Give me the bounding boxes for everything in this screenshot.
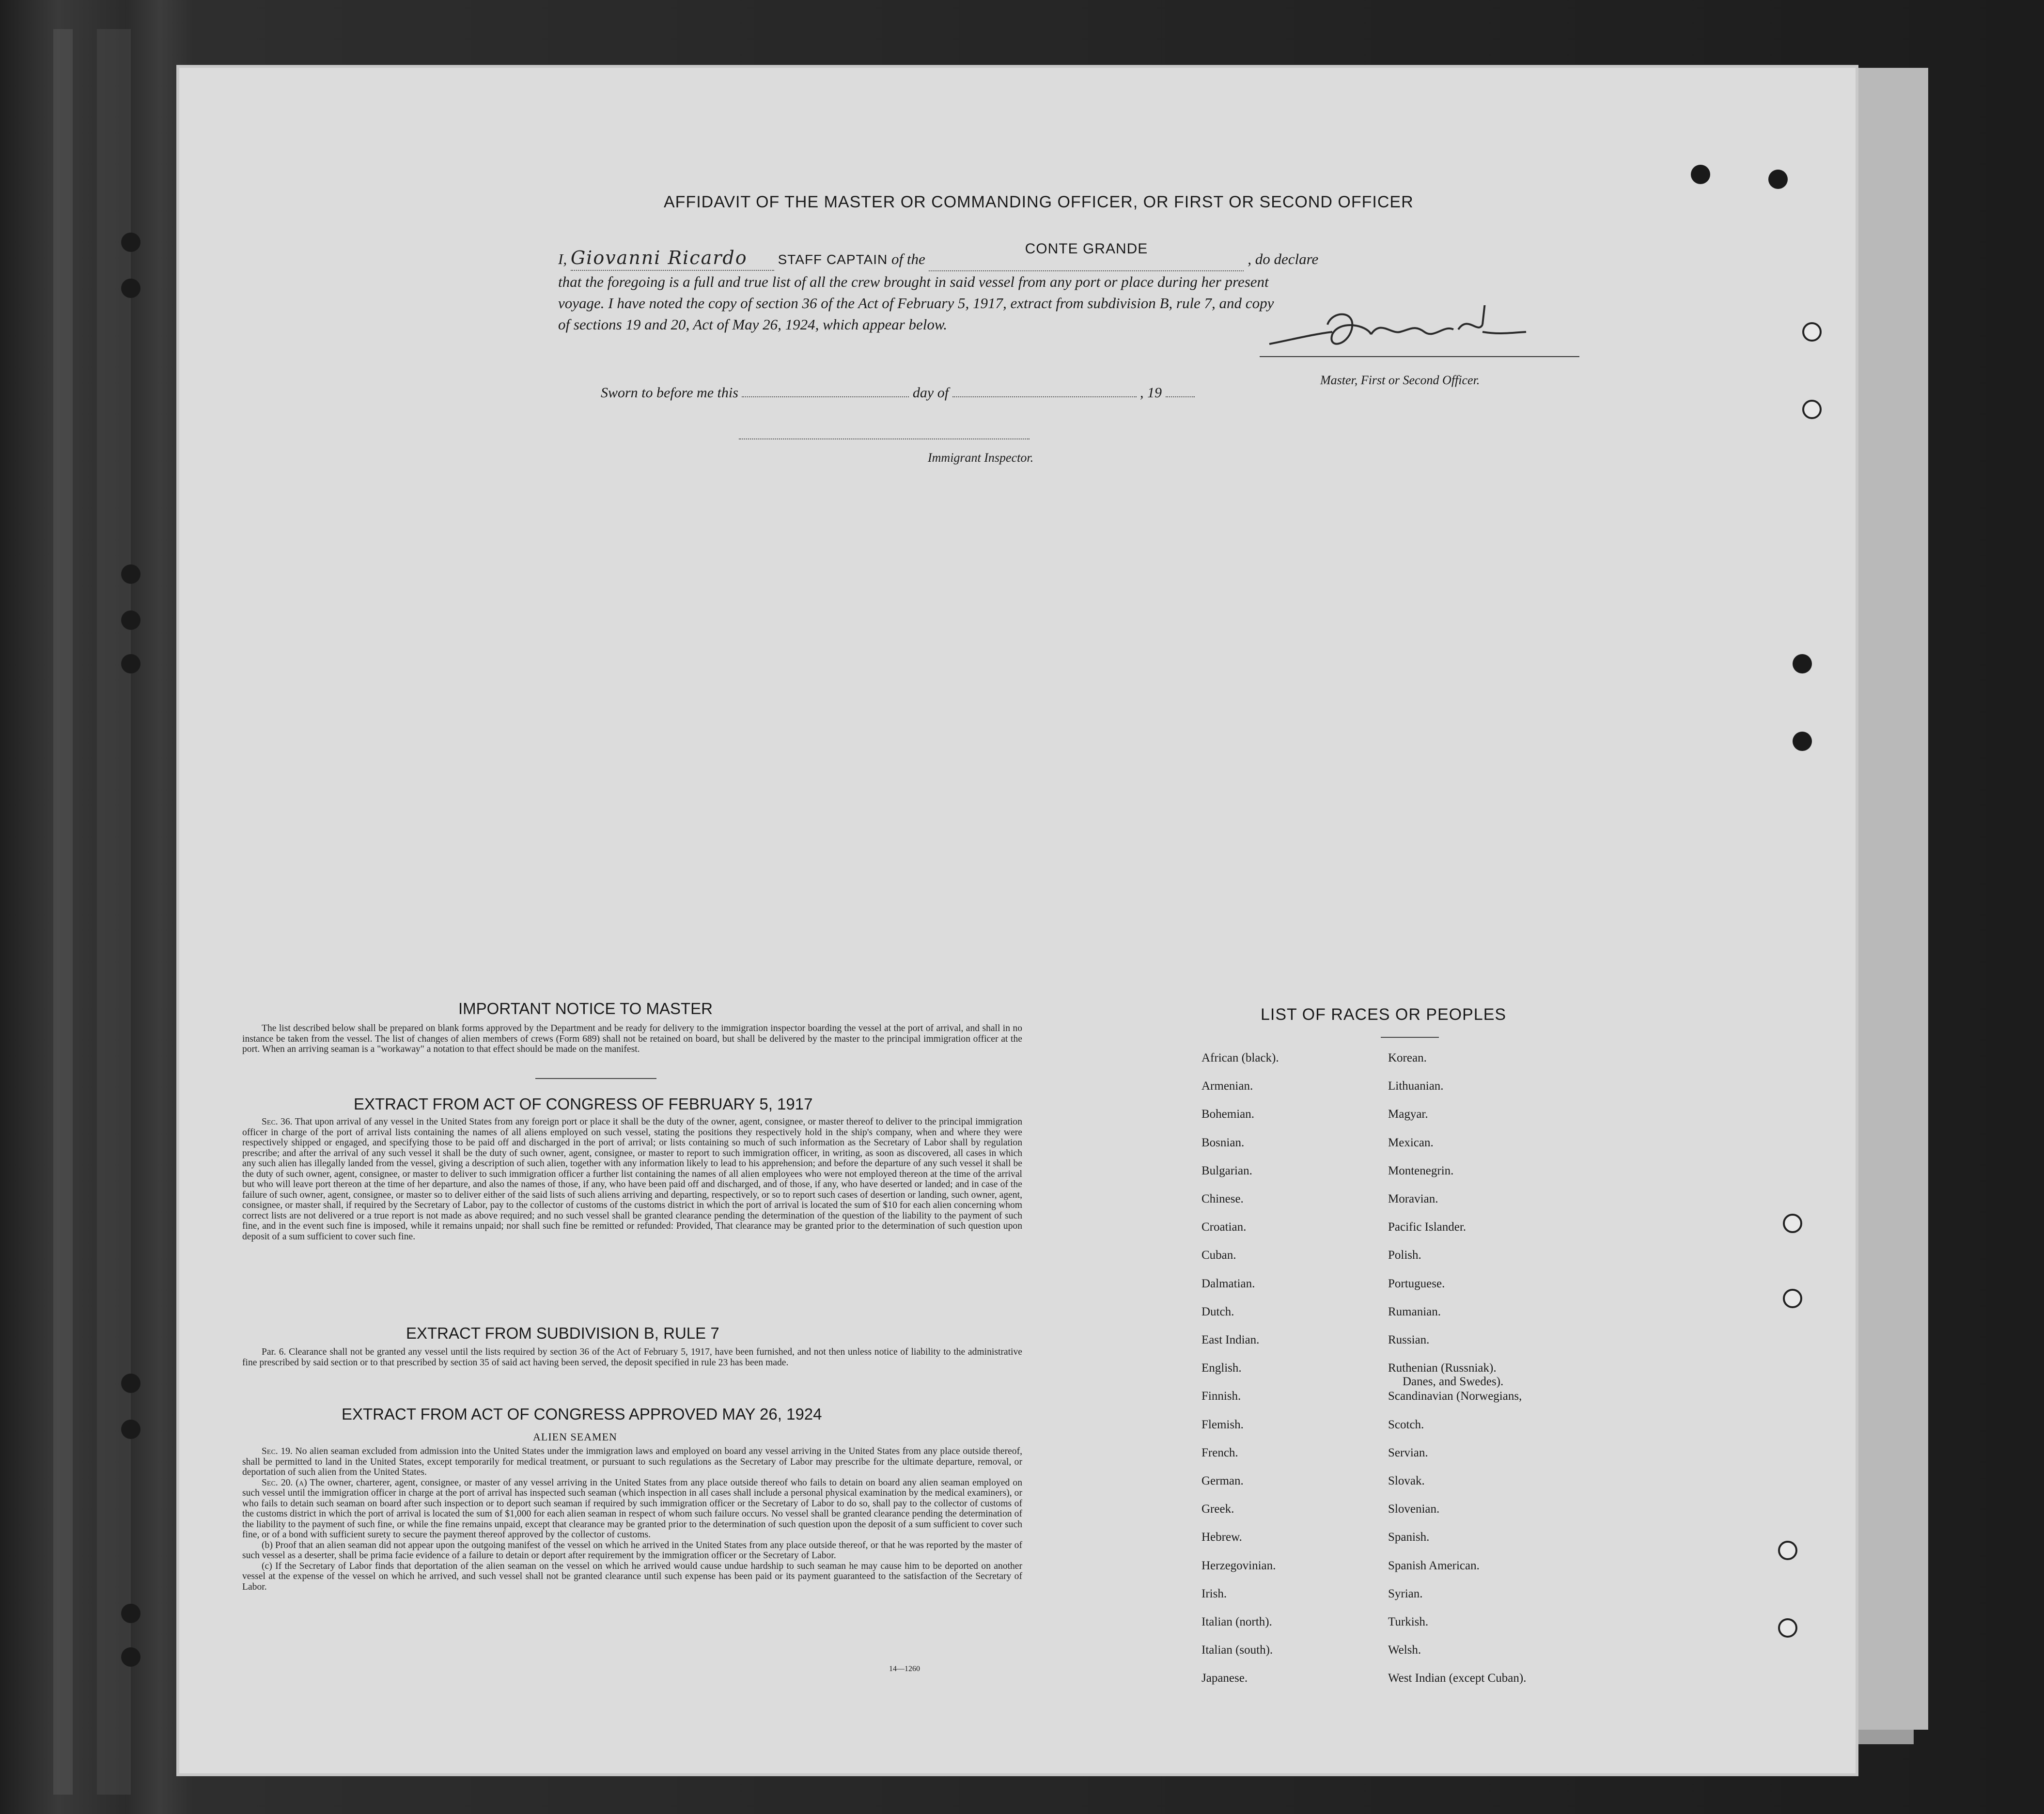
sec36-label: Sec. 36. — [262, 1117, 293, 1127]
binding-strip — [53, 29, 73, 1795]
punched-hole — [1802, 322, 1822, 342]
races-title: LIST OF RACES OR PEOPLES — [1261, 1005, 1507, 1024]
punched-hole — [1778, 1618, 1797, 1638]
declarant-name-field — [571, 247, 774, 271]
race-item: Magyar. — [1388, 1108, 1428, 1121]
race-item: Bohemian. — [1201, 1108, 1255, 1121]
affidavit-sheet — [179, 68, 1856, 1773]
extract2-paragraph: Par. 6. Clearance shall not be granted any vessel until the lists required by section 36 of the Act of February 5, 1917, have been furnished, and not then unless notice of liability to the administrative fine prescribed by said section or to that prescribed by section 35 of said act having been served, the deposit specified in rule 23 has been made. — [242, 1347, 1022, 1368]
race-item: Moravian. — [1388, 1192, 1438, 1205]
extract2-section — [242, 1347, 1022, 1368]
race-item: Slovak. — [1388, 1474, 1425, 1487]
race-item: West Indian (except Cuban). — [1388, 1672, 1527, 1685]
race-item: Syrian. — [1388, 1587, 1423, 1600]
declarant-prefix: I, — [558, 250, 567, 267]
sec20-paragraph — [242, 1478, 1022, 1540]
divider — [1381, 1037, 1439, 1038]
race-item: Welsh. — [1388, 1643, 1421, 1657]
race-item: Armenian. — [1201, 1079, 1253, 1093]
race-item: Scandinavian (Norwegians, — [1388, 1390, 1522, 1403]
race-item: Ruthenian (Russniak). — [1388, 1361, 1497, 1375]
race-item: Lithuanian. — [1388, 1079, 1444, 1093]
extract1-section — [242, 1117, 1022, 1242]
sworn-day-field — [742, 384, 909, 397]
binder-hole — [121, 1420, 140, 1439]
race-item: Korean. — [1388, 1051, 1427, 1064]
race-item: French. — [1201, 1446, 1238, 1459]
race-item: Portuguese. — [1388, 1277, 1445, 1290]
race-item: Greek. — [1201, 1502, 1234, 1516]
race-item: Polish. — [1388, 1249, 1421, 1262]
race-item: Mexican. — [1388, 1136, 1434, 1149]
race-item: Pacific Islander. — [1388, 1220, 1467, 1234]
race-item: Italian (north). — [1201, 1615, 1272, 1628]
sec36-text: That upon arrival of any vessel in the United States from any foreign port or place it shall be the duty of the owner, agent, consignee, or master thereof to deliver to the principal immigration officer in charge of the port of arrival lists containing the names of all aliens employed on such vessel, stating the positions they respectively hold in the ship's company, when and where they were respectively shipped or engaged, and specifying those to be paid off and discharged in the port of arrival; or lists containing so much of such information as the Secretary of Labor shall by regulation prescribe; and after the arrival of any such vessel it shall be the duty of such owner, agent, consignee, or master to report to such immigration officer, in writing, as soon as discovered, all cases in which any such alien has illegally landed from the vessel, giving a description of such alien, together with any information likely to lead to his apprehension; and before the departure of any such vessel it shall be the duty of such owner, agent, consignee, or master to deliver to such immigration officer a further list containing the names of all alien employees who were not employed thereon at the time of the arrival but who will leave port thereon at the time of her departure, and also the names of those, if any, who have been paid off and discharged, and of those, if any, who have deserted or landed; and in case of the failure of such owner, agent, consignee, or master so to deliver either of the said lists of such aliens arriving and departing, respectively, or so to report such cases of desertion or landing, such owner, agent, consignee, or master shall, if required by the Secretary of Labor, pay to the collector of customs of the customs district in which the port of arrival is located the sum of $10 for each alien concerning whom correct lists are not delivered or a true report is not made as above required; and no such vessel shall be granted clearance pending the determination of the question of the liability to the payment of such fine, and in the event such fine is imposed, while it remains unpaid; nor shall such fine be remitted or refunded: Provided, That clearance may be granted prior to the determination of such question upon deposit of a sum sufficient to cover such fine. — [242, 1117, 1022, 1242]
binder-hole — [1793, 654, 1812, 673]
race-item: German. — [1201, 1474, 1244, 1487]
sec20c-paragraph: (c) If the Secretary of Labor finds that deportation of the alien seaman on the vessel on which he arrived would cause undue hardship to such seaman he may cause him to be deported on another vessel at the expense of the vessel on which he arrived, and such vessel shall not be granted clearance until such expense has been paid or its payment guaranteed to the satisfaction of the Secretary of Labor. — [242, 1561, 1022, 1592]
race-item: Hebrew. — [1201, 1531, 1242, 1544]
binder-hole — [121, 564, 140, 584]
race-item: Servian. — [1388, 1446, 1428, 1459]
race-item: Slovenian. — [1388, 1502, 1440, 1516]
vessel-name: CONTE GRANDE — [1025, 241, 1148, 257]
sworn-month-field — [952, 384, 1137, 397]
binder-hole — [1793, 732, 1812, 751]
race-item: Russian. — [1388, 1333, 1430, 1346]
alien-seamen-subtitle: ALIEN SEAMEN — [533, 1431, 617, 1443]
notice-text — [242, 1023, 1022, 1055]
extract1-title: EXTRACT FROM ACT OF CONGRESS OF FEBRUARY 5, 1917 — [354, 1095, 813, 1113]
race-item: Italian (south). — [1201, 1643, 1273, 1657]
race-item: Bosnian. — [1201, 1136, 1245, 1149]
declarant-name: Giovanni Ricardo — [570, 247, 748, 268]
signature-caption: Master, First or Second Officer. — [1320, 373, 1480, 387]
declaration-line-3: voyage. I have noted the copy of section 36 of the Act of February 5, 1917, extract from subdivision B, rule 7, and copy — [558, 295, 1274, 312]
declarant-rank: STAFF CAPTAIN — [778, 252, 888, 267]
binder-hole — [121, 233, 140, 252]
race-item: English. — [1201, 1361, 1242, 1375]
race-item: Finnish. — [1201, 1390, 1241, 1403]
binder-hole — [121, 654, 140, 673]
binder-hole — [121, 279, 140, 298]
form-number: 14—1260 — [889, 1665, 920, 1673]
race-item: Herzegovinian. — [1201, 1559, 1276, 1572]
extract1-paragraph — [242, 1117, 1022, 1242]
race-item: Turkish. — [1388, 1615, 1429, 1628]
punched-hole — [1802, 400, 1822, 419]
race-item: African (black). — [1201, 1051, 1279, 1064]
divider — [535, 1078, 656, 1079]
sec19-label: Sec. 19. — [262, 1446, 293, 1456]
sworn-line — [601, 384, 1195, 401]
extract3-title: EXTRACT FROM ACT OF CONGRESS APPROVED MAY 26, 1924 — [342, 1405, 822, 1423]
race-item: Dutch. — [1201, 1305, 1234, 1318]
race-item: Bulgarian. — [1201, 1164, 1252, 1177]
binder-hole — [1768, 170, 1788, 189]
race-item: Rumanian. — [1388, 1305, 1441, 1318]
of-the-text: of the — [891, 250, 925, 267]
inspector-caption: Immigrant Inspector. — [928, 451, 1034, 465]
declaration-line-2: that the foregoing is a full and true list of all the crew brought in said vessel from any port or place during her present — [558, 273, 1269, 290]
do-declare-text: , do declare — [1248, 250, 1319, 267]
race-item: Japanese. — [1201, 1672, 1248, 1685]
binder-hole — [1691, 165, 1710, 184]
race-item: Chinese. — [1201, 1192, 1244, 1205]
affidavit-title: AFFIDAVIT OF THE MASTER OR COMMANDING OFFICER, OR FIRST OR SECOND OFFICER — [664, 193, 1414, 211]
race-item: Cuban. — [1201, 1249, 1236, 1262]
notice-title: IMPORTANT NOTICE TO MASTER — [458, 1000, 713, 1017]
punched-hole — [1778, 1541, 1797, 1560]
binder-hole — [121, 610, 140, 630]
race-item: Dalmatian. — [1201, 1277, 1255, 1290]
binder-hole — [121, 1647, 140, 1667]
extract3-section — [242, 1446, 1022, 1592]
signature-line — [1260, 356, 1579, 357]
race-item: Danes, and Swedes). — [1403, 1375, 1504, 1389]
declaration-line-4: of sections 19 and 20, Act of May 26, 1924, which appear below. — [558, 316, 948, 333]
extract2-title: EXTRACT FROM SUBDIVISION B, RULE 7 — [406, 1324, 719, 1342]
race-item: Montenegrin. — [1388, 1164, 1454, 1177]
race-item: East Indian. — [1201, 1333, 1260, 1346]
officer-signature — [1255, 305, 1584, 359]
race-item: Croatian. — [1201, 1220, 1247, 1234]
punched-hole — [1783, 1214, 1802, 1233]
race-item: Spanish. — [1388, 1531, 1430, 1544]
sworn-year-field — [1166, 384, 1195, 397]
sworn-day-of: day of — [912, 385, 949, 401]
sworn-prefix: Sworn to before me this — [601, 385, 738, 401]
notice-paragraph: The list described below shall be prepared on blank forms approved by the Department and be ready for delivery to the immigration inspector boarding the vessel at the port of arrival, and shall in no instance be taken from the vessel. The list of changes of alien members of crews (Form 689) shall not be retained on board, but shall be delivered by the master to the principal immigration officer at the port. When an arriving seaman is a "workaway" a notation to that effect should be made on the manifest. — [242, 1023, 1022, 1054]
race-item: Irish. — [1201, 1587, 1227, 1600]
race-item: Flemish. — [1201, 1418, 1244, 1431]
binder-hole — [121, 1604, 140, 1623]
sec20-text: The owner, charterer, agent, consignee, or master of any vessel arriving in the United States from any place outside thereof who fails to detain on board any alien seaman employed on such vessel until the immigration officer in charge at the port of arrival has inspected such seaman (which inspection in all cases shall include a personal physical examination by the medical examiners), or who fails to detain such seaman on board after such inspection or to deport such seaman if required by such immigration officer or the Secretary of Labor to do so, shall pay to the collector of customs of the customs district in which the port of arrival is located the sum of $1,000 for each alien seaman in respect of whom such failure occurs. No vessel shall be granted clearance pending the determination of the liability to the payment of such fine, or while the fine remains unpaid, except that clearance may be granted prior to the determination of such question upon the deposit of a sum sufficient to cover such fine, or of a bond with sufficient surety to secure the payment thereof approved by the collector of customs. — [242, 1477, 1022, 1540]
binder-hole — [121, 1374, 140, 1393]
vessel-name-field — [929, 241, 1244, 271]
inspector-signature-line — [739, 438, 1030, 439]
race-item: Spanish American. — [1388, 1559, 1480, 1572]
race-item: Scotch. — [1388, 1418, 1424, 1431]
sworn-year: , 19 — [1140, 385, 1162, 401]
declaration-line-1 — [558, 241, 1498, 271]
sec19-text: No alien seaman excluded from admission into the United States under the immigration laws and employed on board any vessel arriving in the United States from any place outside thereof, shall be permitted to land in the United States, except temporarily for medical treatment, or pursuant to such regulations as the Secretary of Labor may prescribe for the ultimate departure, removal, or deportation of such alien from the United States. — [242, 1446, 1023, 1477]
sec20b-paragraph: (b) Proof that an alien seaman did not appear upon the outgoing manifest of the vessel on which he arrived in the United States from any place outside thereof, or that he was reported by the master of such vessel as a deserter, shall be prima facie evidence of a failure to detain or deport after requirement by the immigration officer or the Secretary of Labor. — [242, 1540, 1022, 1561]
sec19-paragraph — [242, 1446, 1022, 1478]
punched-hole — [1783, 1289, 1802, 1308]
sec20-label: Sec. 20. (a) — [262, 1477, 307, 1488]
